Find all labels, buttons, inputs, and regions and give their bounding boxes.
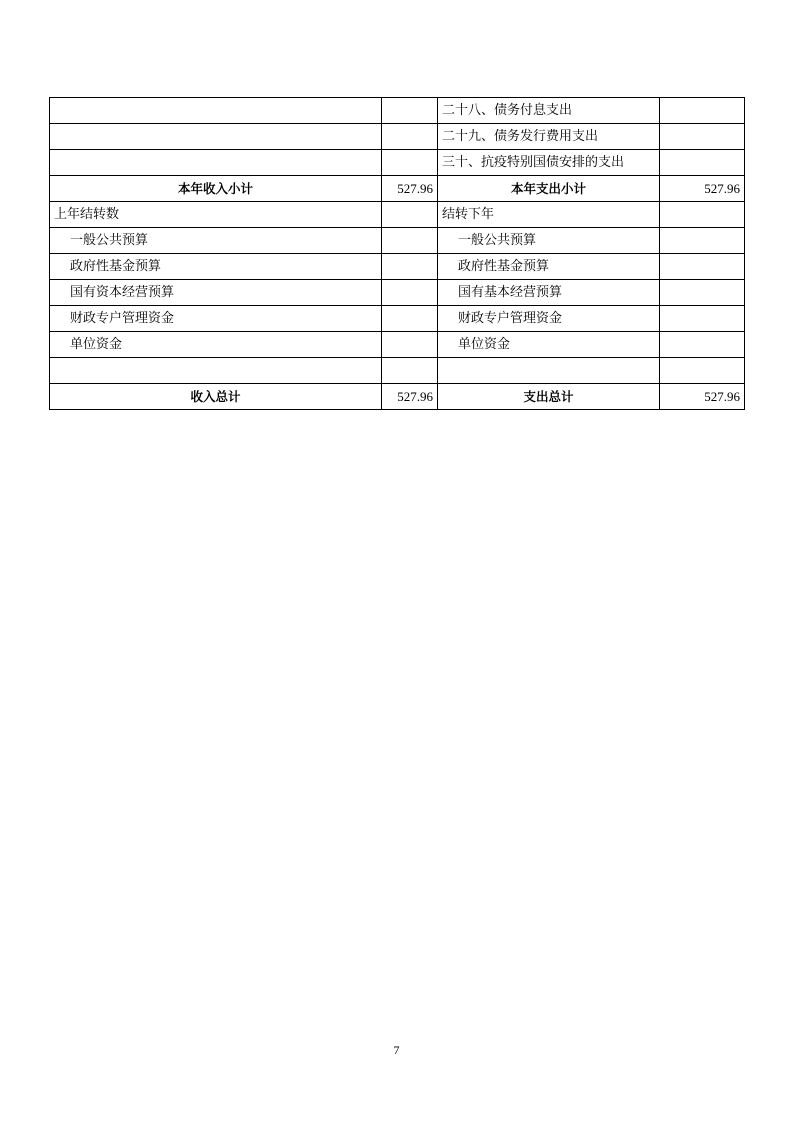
budget-table xyxy=(49,97,745,410)
right-label-cell: 三十、抗疫特别国债安排的支出 xyxy=(438,150,660,176)
total-row xyxy=(50,384,745,410)
table-row xyxy=(50,332,745,358)
table-row xyxy=(50,228,745,254)
left-label-cell: 财政专户管理资金 xyxy=(50,306,382,332)
subtotal-row xyxy=(50,176,745,202)
table-row xyxy=(50,202,745,228)
left-label-cell: 一般公共预算 xyxy=(50,228,382,254)
left-value-cell xyxy=(382,202,438,228)
left-value-cell xyxy=(382,306,438,332)
right-label-cell: 单位资金 xyxy=(438,332,660,358)
left-value-cell xyxy=(382,358,438,384)
left-label-cell xyxy=(50,150,382,176)
income-total-value: 527.96 xyxy=(382,384,438,410)
left-value-cell xyxy=(382,332,438,358)
left-value-cell xyxy=(382,98,438,124)
table-row xyxy=(50,306,745,332)
income-subtotal-value: 527.96 xyxy=(382,176,438,202)
right-label-cell: 一般公共预算 xyxy=(438,228,660,254)
right-label-cell: 政府性基金预算 xyxy=(438,254,660,280)
table-row xyxy=(50,358,745,384)
left-value-cell xyxy=(382,228,438,254)
table-row xyxy=(50,124,745,150)
left-value-cell xyxy=(382,280,438,306)
right-label-cell xyxy=(438,358,660,384)
expense-total-value: 527.96 xyxy=(660,384,745,410)
right-label-cell: 二十八、债务付息支出 xyxy=(438,98,660,124)
table-row xyxy=(50,98,745,124)
left-label-cell: 政府性基金预算 xyxy=(50,254,382,280)
right-value-cell xyxy=(660,280,745,306)
page-number: 7 xyxy=(393,1043,400,1057)
right-value-cell xyxy=(660,98,745,124)
left-value-cell xyxy=(382,150,438,176)
table-row xyxy=(50,150,745,176)
table-row xyxy=(50,280,745,306)
left-label-cell: 单位资金 xyxy=(50,332,382,358)
right-value-cell xyxy=(660,332,745,358)
right-value-cell xyxy=(660,306,745,332)
right-label-cell: 结转下年 xyxy=(438,202,660,228)
right-value-cell xyxy=(660,228,745,254)
left-label-cell xyxy=(50,358,382,384)
expense-subtotal-label: 本年支出小计 xyxy=(438,176,660,202)
right-label-cell: 二十九、债务发行费用支出 xyxy=(438,124,660,150)
left-value-cell xyxy=(382,124,438,150)
expense-total-label: 支出总计 xyxy=(438,384,660,410)
left-label-cell xyxy=(50,124,382,150)
left-label-cell: 上年结转数 xyxy=(50,202,382,228)
right-value-cell xyxy=(660,150,745,176)
left-label-cell xyxy=(50,98,382,124)
left-value-cell xyxy=(382,254,438,280)
right-label-cell: 国有基本经营预算 xyxy=(438,280,660,306)
table-row xyxy=(50,254,745,280)
right-value-cell xyxy=(660,358,745,384)
expense-subtotal-value: 527.96 xyxy=(660,176,745,202)
right-value-cell xyxy=(660,254,745,280)
income-subtotal-label: 本年收入小计 xyxy=(50,176,382,202)
income-total-label: 收入总计 xyxy=(50,384,382,410)
right-value-cell xyxy=(660,202,745,228)
right-value-cell xyxy=(660,124,745,150)
right-label-cell: 财政专户管理资金 xyxy=(438,306,660,332)
left-label-cell: 国有资本经营预算 xyxy=(50,280,382,306)
